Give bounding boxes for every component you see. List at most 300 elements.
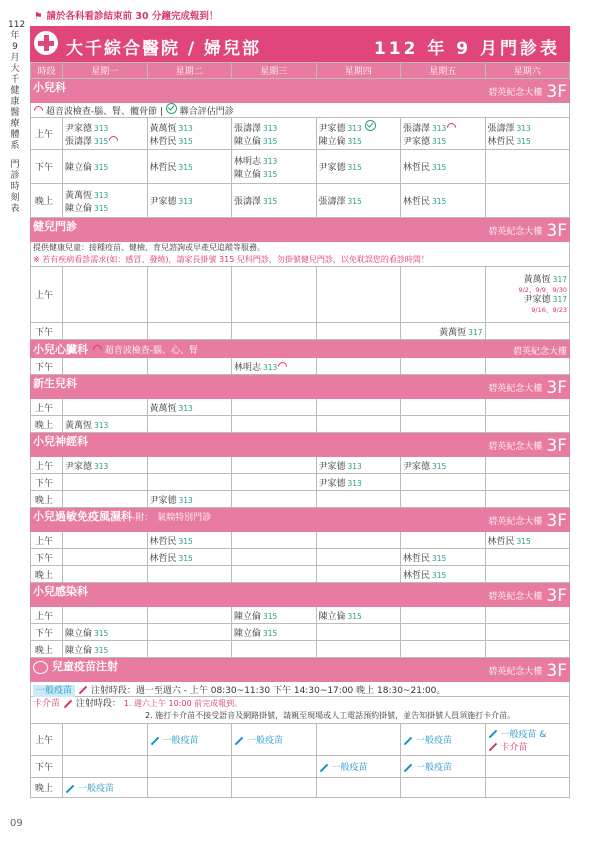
schedule-cell	[485, 267, 570, 323]
doctor-name: 尹家德	[403, 461, 431, 472]
schedule-cell	[401, 416, 486, 433]
schedule-cell	[63, 491, 148, 508]
schedule-cell	[485, 566, 570, 583]
joint-eval-note: 聯合評估門診	[179, 107, 234, 117]
schedule-cell	[485, 607, 570, 624]
doctor-name: 陳立倫	[234, 136, 262, 147]
schedule-cell	[485, 778, 570, 798]
vaccine-eve-row	[31, 778, 570, 798]
room-number: 313	[178, 403, 193, 413]
building-name: 碧英紀念大樓	[488, 227, 543, 237]
schedule-cell	[63, 399, 148, 416]
doctor-name: 黃萬恆	[149, 123, 177, 134]
schedule-cell	[485, 624, 570, 641]
schedule-cell	[63, 566, 148, 583]
side-char: 千	[10, 75, 20, 85]
room-number: 313	[178, 495, 193, 505]
session-label: 下午	[31, 474, 63, 491]
building-label	[488, 661, 567, 681]
room-number: 315	[178, 163, 193, 172]
section-title: 新生兒科	[33, 377, 77, 390]
allergy-pm-row	[31, 549, 570, 566]
doctor-name: 尹家德	[149, 495, 177, 506]
room-number: 313	[94, 461, 109, 471]
room-number: 313	[94, 420, 109, 430]
room-number: 315	[94, 645, 109, 655]
session-label: 下午	[31, 150, 63, 184]
vaccine-type: 一般疫苗	[416, 736, 453, 746]
doctor-name: 尹家德	[65, 123, 93, 134]
session-label: 上午	[31, 532, 63, 549]
page-title: 大千綜合醫院 / 婦兒部	[66, 39, 262, 59]
schedule-cell	[147, 118, 232, 150]
schedule-cell	[232, 150, 317, 184]
doctor-name: 尹家德	[318, 163, 346, 173]
section-title: 小兒心臟科	[33, 342, 88, 356]
schedule-cell	[401, 778, 486, 798]
section-header-neuro	[31, 433, 570, 457]
section-header-neonatal	[31, 375, 570, 399]
doctor-name: 張濤澤	[403, 123, 431, 134]
schedule-cell	[401, 184, 486, 218]
building-label	[513, 344, 567, 357]
schedule-cell	[401, 457, 486, 474]
doctor-name: 張濤澤	[65, 136, 93, 147]
schedule-cell	[316, 724, 401, 756]
session-label: 上午	[31, 457, 63, 474]
schedule-cell	[316, 267, 401, 323]
syringe-icon	[404, 736, 412, 744]
neuro-eve-row	[31, 491, 570, 508]
check-icon	[365, 120, 376, 131]
doctor-name: 林哲民	[403, 197, 431, 207]
session-label: 晚上	[31, 184, 63, 218]
schedule-cell	[401, 474, 486, 491]
well-pm-row	[31, 323, 570, 340]
doctor-name: 陳立倫	[65, 203, 93, 214]
doctor-name: 張濤澤	[487, 123, 515, 134]
building-name: 碧英紀念大樓	[488, 517, 543, 527]
neuro-am-row	[31, 457, 570, 474]
schedule-cell	[316, 358, 401, 375]
room-number: 315	[516, 136, 531, 146]
room-number: 315	[432, 553, 447, 563]
session-label: 晚上	[31, 641, 63, 658]
schedule-cell	[147, 624, 232, 641]
building-label	[488, 82, 567, 102]
neo-eve-row	[31, 416, 570, 433]
schedule-cell	[63, 549, 148, 566]
doctor-name: 陳立倫	[65, 163, 93, 173]
room-number: 313	[432, 123, 447, 133]
schedule-cell	[316, 118, 401, 150]
day-header: 星期六	[485, 63, 570, 79]
syringe-icon	[404, 763, 412, 771]
room-number: 315	[263, 169, 278, 179]
building-label	[488, 586, 567, 606]
doctor-name: 黃萬恆	[149, 403, 177, 414]
schedule-cell	[401, 641, 486, 658]
schedule-cell	[147, 491, 232, 508]
doctor-name: 尹家德	[318, 461, 346, 472]
doctor-name: 林哲民	[149, 553, 177, 564]
schedule-cell	[401, 118, 486, 150]
day-header: 星期一	[63, 63, 148, 79]
room-number: 313	[94, 190, 109, 200]
schedule-cell	[401, 607, 486, 624]
doctor-name: 林明志	[234, 362, 262, 373]
session-label: 下午	[31, 323, 63, 340]
room-number: 315	[432, 461, 447, 471]
side-char: 診	[10, 171, 20, 181]
day-header: 時段	[31, 63, 63, 79]
vaccine-type: 一般疫苗 &	[500, 729, 547, 740]
schedule-cell	[147, 641, 232, 658]
schedule-cell	[485, 532, 570, 549]
doctor-name: 陳立倫	[318, 137, 346, 147]
side-char: 門	[10, 160, 20, 170]
room-number: 313	[516, 123, 531, 133]
schedule-cell	[485, 399, 570, 416]
schedule-cell	[401, 491, 486, 508]
syringe-icon	[488, 743, 496, 751]
schedule-cell	[401, 566, 486, 583]
side-char: 健	[10, 86, 20, 96]
side-char: 9	[12, 42, 18, 52]
vaccine-type: 一般疫苗	[162, 736, 199, 746]
schedule-cell	[63, 724, 148, 756]
session-label: 下午	[31, 358, 63, 375]
room-number: 313	[347, 124, 362, 133]
side-char: 112	[8, 20, 26, 30]
date-list: 9/2、9/9、9/30	[518, 285, 567, 294]
schedule-cell	[232, 416, 317, 433]
schedule-cell	[232, 323, 317, 340]
doctor-name: 尹家德	[403, 136, 431, 147]
bcg-label: 卡介苗	[33, 699, 61, 709]
schedule-cell	[401, 724, 486, 756]
room-number: 317	[552, 274, 567, 284]
schedule-cell	[401, 549, 486, 566]
session-label: 下午	[31, 624, 63, 641]
room-number: 315	[178, 136, 193, 146]
schedule-cell	[232, 491, 317, 508]
section-title: 小兒過敏免疫風濕科	[33, 510, 132, 523]
section-title: 兒童疫苗注射	[52, 660, 118, 673]
schedule-cell	[232, 756, 317, 778]
doctor-name: 林哲民	[149, 163, 177, 173]
ultrasound-icon	[33, 106, 43, 114]
room-number: 315	[263, 611, 278, 621]
room-number: 317	[468, 327, 483, 337]
syringe-icon	[319, 763, 327, 771]
schedule-cell	[401, 267, 486, 323]
floor-label: 3F	[546, 511, 567, 531]
schedule-cell	[147, 724, 232, 756]
schedule-cell	[316, 549, 401, 566]
doctor-name: 黃萬恆	[65, 420, 93, 431]
bell-icon: ⚑	[34, 11, 43, 22]
bcg-time-label: 注射時段：	[75, 699, 121, 709]
ultrasound-icon	[277, 362, 287, 370]
schedule-cell	[316, 416, 401, 433]
schedule-cell	[147, 184, 232, 218]
vaccine-type: 卡介苗	[500, 742, 528, 753]
floor-label: 3F	[546, 661, 567, 681]
ultrasound-icon	[446, 123, 456, 131]
side-label	[8, 20, 26, 215]
schedule-cell	[316, 457, 401, 474]
schedule-cell	[232, 566, 317, 583]
doctor-name: 林哲民	[487, 136, 515, 147]
vaccine-am-row	[31, 724, 570, 756]
room-number: 315	[347, 611, 362, 621]
building-label	[488, 221, 567, 241]
syringe-icon	[66, 784, 74, 792]
schedule-cell	[63, 118, 148, 150]
building-label	[488, 511, 567, 531]
schedule-cell	[316, 150, 401, 184]
cardio-note-text: 超音波檢查-腦、心、腎	[104, 345, 198, 356]
session-label: 上午	[31, 399, 63, 416]
section-header-infection	[31, 583, 570, 607]
schedule-cell	[401, 150, 486, 184]
schedule-cell	[63, 358, 148, 375]
doctor-name: 張濤澤	[318, 197, 346, 207]
schedule-cell	[316, 532, 401, 549]
building-label	[488, 378, 567, 398]
allergy-note: -附：	[132, 513, 154, 523]
syringe-icon	[488, 730, 496, 738]
session-label: 上午	[31, 267, 63, 323]
schedule-cell	[63, 474, 148, 491]
vaccine-general-row	[31, 682, 570, 697]
schedule-cell	[401, 532, 486, 549]
session-label: 上午	[31, 118, 63, 150]
side-char: 時	[10, 182, 20, 192]
schedule-cell	[485, 150, 570, 184]
neo-am-row	[31, 399, 570, 416]
building-name: 碧英紀念大樓	[488, 88, 543, 98]
room-number: 315	[94, 203, 109, 213]
cardio-pm-row	[31, 358, 570, 375]
schedule-cell	[316, 778, 401, 798]
schedule-cell	[232, 532, 317, 549]
room-number: 315	[432, 163, 447, 172]
doctor-name: 尹家德	[65, 461, 93, 472]
day-header: 星期二	[147, 63, 232, 79]
schedule-cell	[316, 323, 401, 340]
ultrasound-note: 超音波檢查-腦、腎、髖骨節	[45, 107, 158, 117]
doctor-name: 張濤澤	[234, 197, 262, 207]
syringe-icon	[150, 736, 158, 744]
general-vaccine-label: 一般疫苗	[33, 685, 75, 697]
schedule-cell	[147, 778, 232, 798]
schedule-cell	[147, 457, 232, 474]
schedule-cell	[147, 549, 232, 566]
doctor-name: 尹家德	[318, 478, 346, 489]
schedule-cell	[401, 323, 486, 340]
page-number: 09	[10, 818, 23, 829]
schedule-cell	[316, 474, 401, 491]
room-number: 313	[178, 197, 193, 206]
doctor-name: 陳立倫	[318, 611, 346, 622]
building-name: 碧英紀念大樓	[488, 667, 543, 677]
building-name: 碧英紀念大樓	[488, 592, 543, 602]
side-char: 療	[10, 119, 20, 129]
room-number: 315	[263, 628, 278, 638]
schedule-cell	[147, 323, 232, 340]
schedule-cell	[63, 416, 148, 433]
schedule-cell	[232, 457, 317, 474]
doctor-name: 尹家德	[318, 124, 346, 134]
building-name: 碧英紀念大樓	[488, 384, 543, 394]
schedule-cell	[316, 624, 401, 641]
room-number: 315	[263, 197, 278, 206]
room-number: 315	[516, 536, 531, 546]
bcg-line-1: 1. 週六上午 10:00 前完成報到。	[123, 699, 243, 708]
hospital-cross-icon	[34, 31, 58, 55]
section-title: 小兒科	[33, 81, 66, 94]
wellchild-info-row	[31, 242, 570, 267]
allergy-am-row	[31, 532, 570, 549]
schedule-cell	[401, 756, 486, 778]
doctor-name: 張濤澤	[234, 123, 262, 134]
schedule-cell	[147, 358, 232, 375]
schedule-cell	[485, 457, 570, 474]
bcg-line-2: 2. 施打卡介苗不接受語音及網路掛號，請親至現場或人工電話預約掛號，並告知掛號人員須施打卡介苗。	[145, 711, 516, 720]
general-vaccine-time: 注射時段：週一至週六 - 上午 08:30~11:30 下午 14:30~17:00 晚上 18:30~21:00。	[90, 685, 446, 696]
room-number: 315	[432, 570, 447, 580]
schedule-cell	[316, 399, 401, 416]
schedule-cell	[316, 491, 401, 508]
room-number: 313	[178, 123, 193, 133]
doctor-name: 林哲民	[403, 570, 431, 581]
schedule-cell	[232, 184, 317, 218]
doctor-name: 尹家德	[149, 197, 177, 207]
schedule-cell	[232, 118, 317, 150]
room-number: 315	[432, 136, 447, 146]
syringe-icon	[235, 736, 243, 744]
doctor-name: 林哲民	[149, 136, 177, 147]
room-number: 315	[94, 628, 109, 638]
doctor-name: 陳立倫	[234, 611, 262, 622]
side-char: 表	[10, 204, 20, 214]
schedule-cell	[63, 184, 148, 218]
vaccine-pm-row	[31, 756, 570, 778]
schedule-cell	[232, 474, 317, 491]
room-number: 315	[347, 163, 362, 172]
vaccine-type: 一般疫苗	[416, 763, 453, 773]
schedule-cell	[401, 399, 486, 416]
side-char: 體	[10, 130, 20, 140]
room-number: 313	[94, 123, 109, 133]
room-number: 315	[94, 136, 109, 146]
schedule-cell	[485, 756, 570, 778]
schedule-cell	[63, 267, 148, 323]
section-header-cardio	[31, 340, 570, 358]
building-label	[488, 436, 567, 456]
doctor-name: 林哲民	[149, 536, 177, 547]
section-header-pediatrics	[31, 79, 570, 103]
schedule-cell	[316, 756, 401, 778]
schedule-cell	[147, 150, 232, 184]
schedule-cell	[63, 323, 148, 340]
doctor-name: 陳立倫	[65, 645, 93, 656]
schedule-cell	[147, 416, 232, 433]
side-char: 大	[10, 64, 20, 74]
doctor-name: 林哲民	[487, 536, 515, 547]
room-number: 315	[347, 137, 362, 146]
vaccine-type: 一般疫苗	[247, 736, 284, 746]
schedule-cell	[63, 607, 148, 624]
pediatrics-note-row	[31, 103, 570, 118]
schedule-cell	[63, 756, 148, 778]
doctor-name: 黃萬恆	[523, 274, 551, 285]
infect-eve-row	[31, 641, 570, 658]
schedule-cell	[147, 474, 232, 491]
child-face-icon	[33, 661, 48, 674]
ped-am-row	[31, 118, 570, 150]
session-label: 下午	[31, 549, 63, 566]
room-number: 315	[432, 197, 447, 206]
doctor-name: 林明志	[234, 156, 262, 167]
room-number: 315	[178, 553, 193, 563]
schedule-cell	[232, 641, 317, 658]
floor-label: 3F	[546, 586, 567, 606]
session-label: 晚上	[31, 778, 63, 798]
section-title: 小兒神經科	[33, 435, 88, 448]
date-list: 9/16、9/23	[531, 305, 567, 314]
schedule	[30, 26, 570, 798]
section-title: 小兒感染科	[33, 585, 88, 598]
schedule-cell	[147, 566, 232, 583]
building-name: 碧英紀念大樓	[488, 442, 543, 452]
schedule-cell	[485, 474, 570, 491]
schedule-cell	[485, 118, 570, 150]
page-header	[30, 26, 570, 62]
room-number: 313	[347, 478, 362, 488]
schedule-cell	[63, 624, 148, 641]
room-number: 313	[263, 123, 278, 133]
infect-am-row	[31, 607, 570, 624]
section-header-wellchild	[31, 218, 570, 242]
session-label: 下午	[31, 756, 63, 778]
ped-eve-row	[31, 184, 570, 218]
session-label: 上午	[31, 724, 63, 756]
neuro-pm-row	[31, 474, 570, 491]
floor-label: 3F	[546, 221, 567, 241]
wellchild-info: 提供健康兒童：接種疫苗、健檢、育兒諮詢或早產兒追蹤等服務。	[33, 243, 265, 252]
schedule-cell	[63, 457, 148, 474]
schedule-cell	[316, 184, 401, 218]
schedule-cell	[485, 724, 570, 756]
schedule-cell	[232, 607, 317, 624]
syringe-icon	[79, 686, 87, 694]
doctor-name: 黃萬恆	[439, 327, 467, 338]
schedule-cell	[485, 323, 570, 340]
schedule-cell	[232, 624, 317, 641]
schedule-cell	[232, 358, 317, 375]
schedule-cell	[316, 607, 401, 624]
schedule-cell	[232, 549, 317, 566]
session-label: 晚上	[31, 566, 63, 583]
room-number: 315	[347, 197, 362, 206]
schedule-cell	[232, 267, 317, 323]
schedule-cell	[63, 150, 148, 184]
syringe-icon	[64, 699, 72, 707]
schedule-cell	[485, 549, 570, 566]
